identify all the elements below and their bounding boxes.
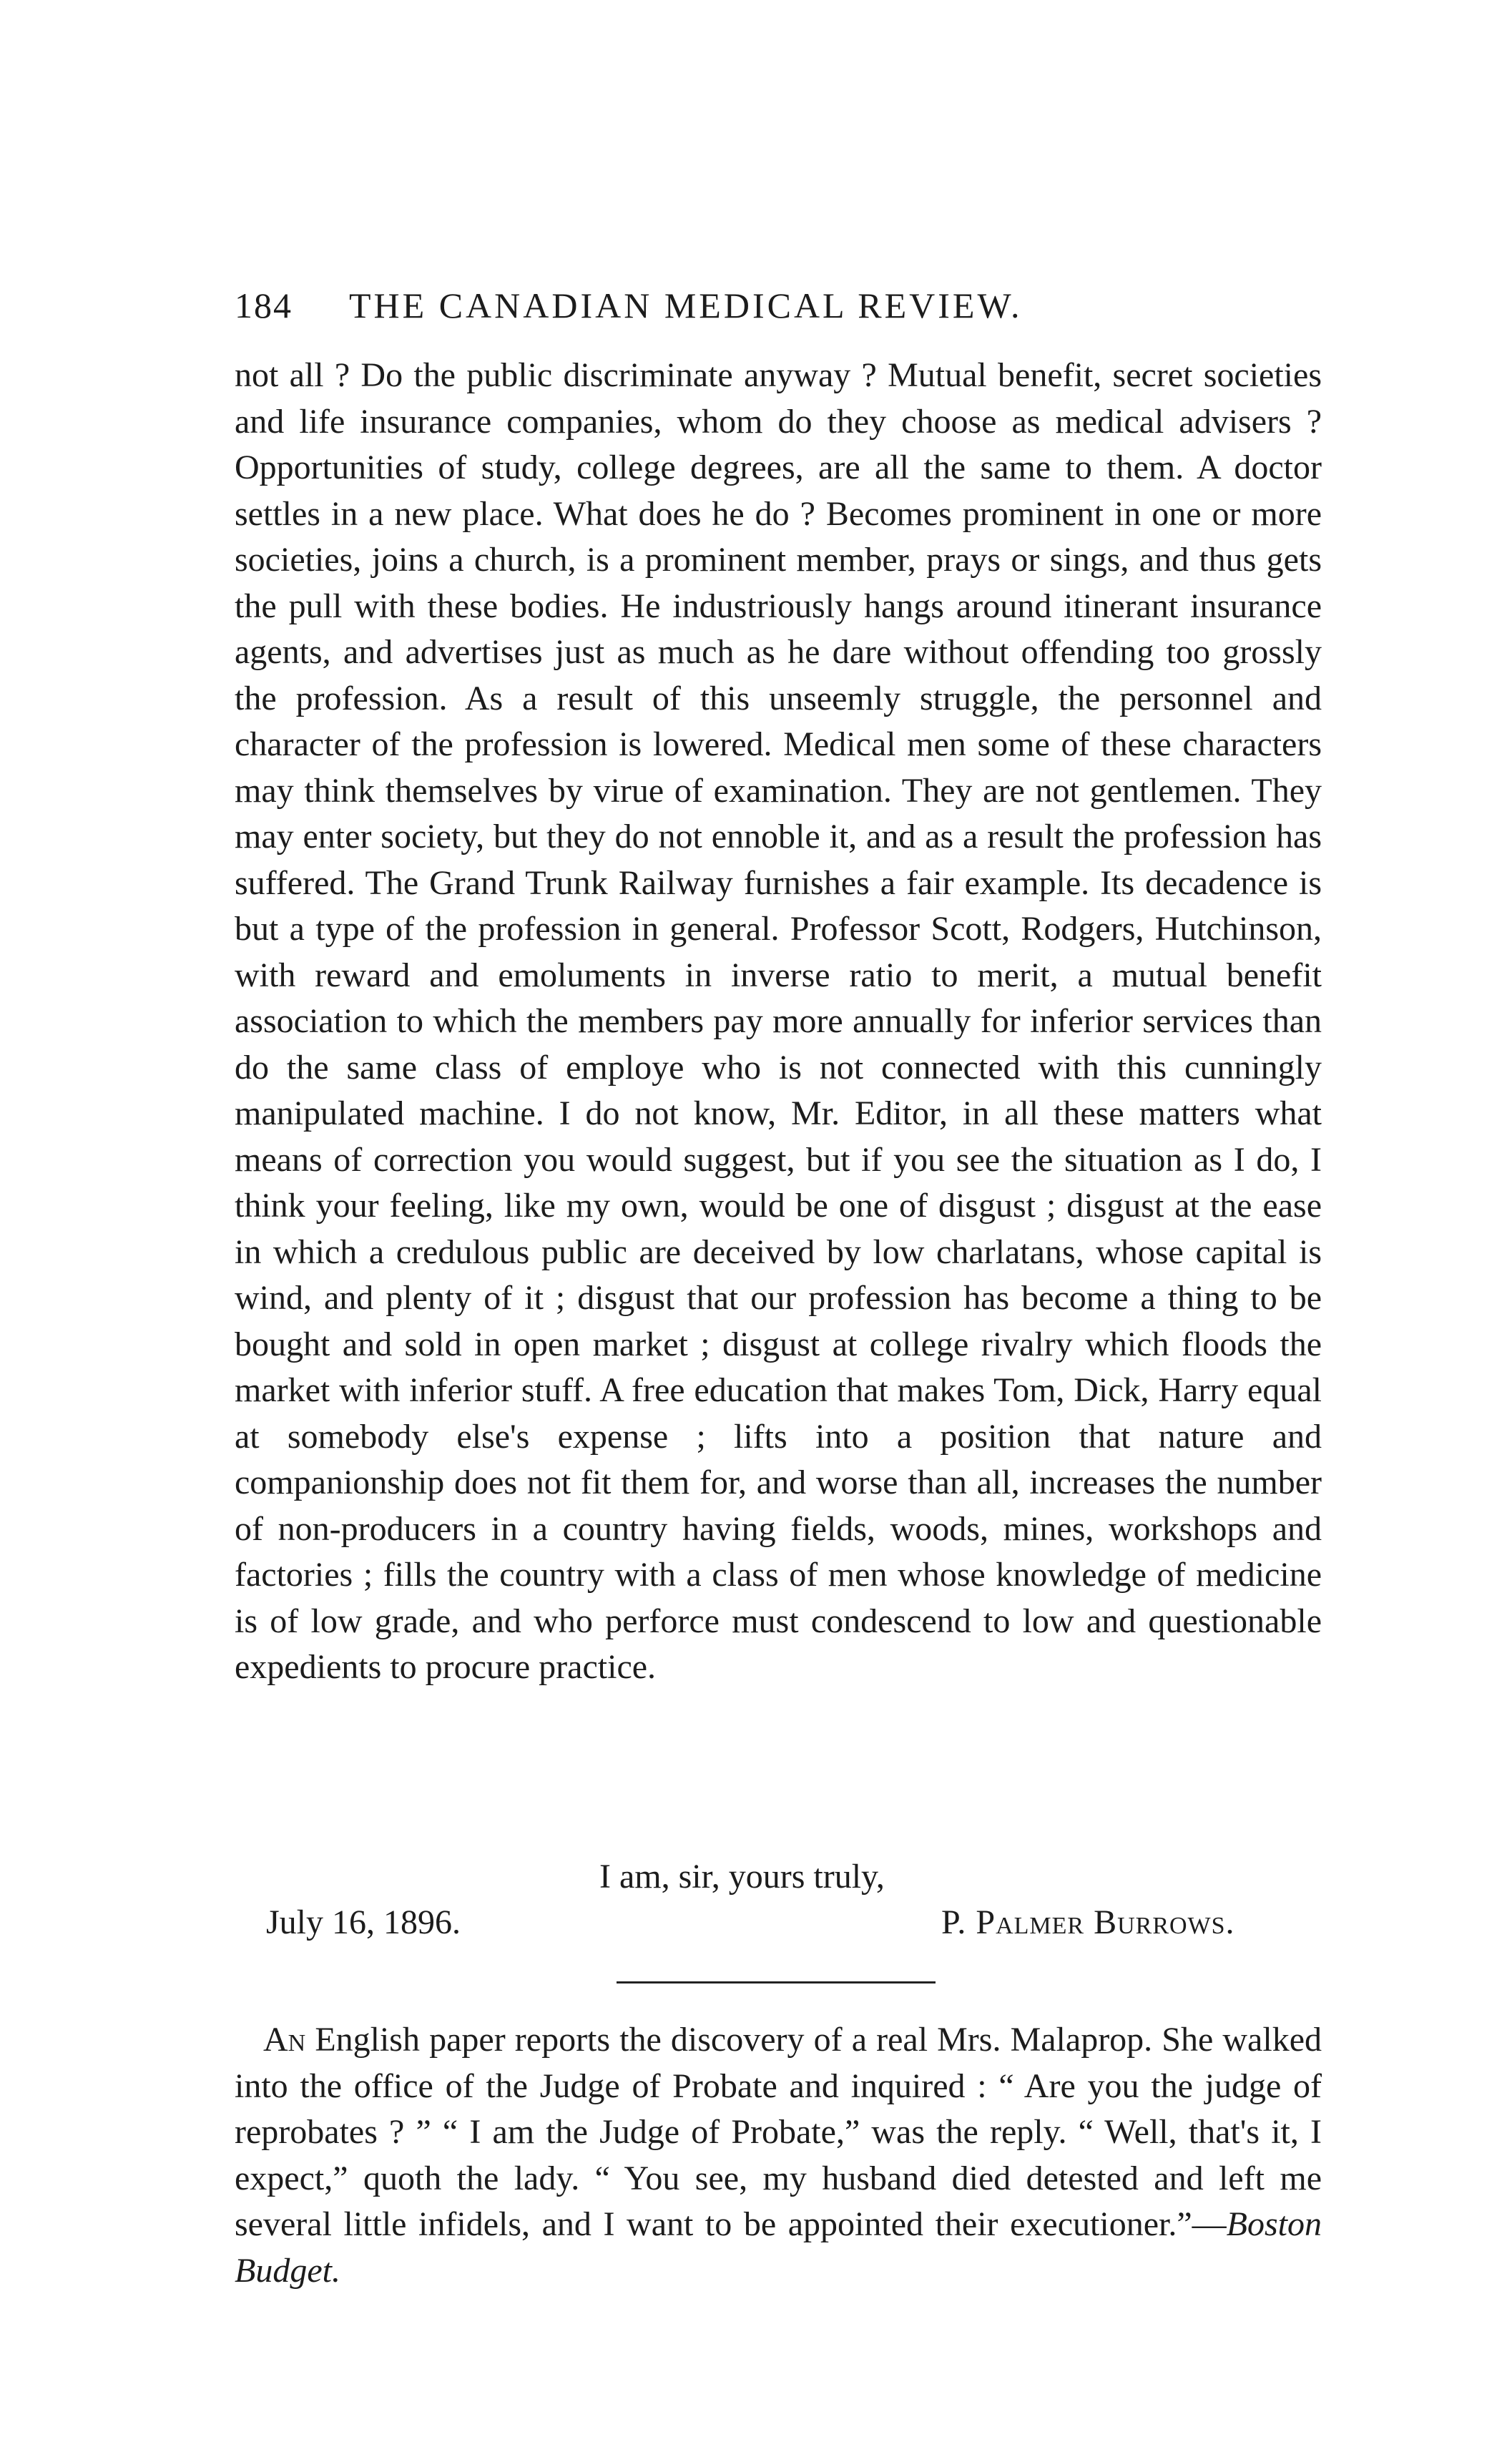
letter-closing: I am, sir, yours truly, bbox=[599, 1858, 885, 1896]
letter-body bbox=[235, 353, 1322, 1691]
running-title: THE CANADIAN MEDICAL REVIEW. bbox=[349, 285, 1023, 325]
section-divider bbox=[617, 1981, 936, 1983]
page-header bbox=[235, 280, 1307, 330]
letter-signature: P. Palmer Burrows. bbox=[941, 1903, 1235, 1941]
page-number: 184 bbox=[235, 285, 293, 325]
letter-date: July 16, 1896. bbox=[266, 1903, 461, 1941]
anecdote-body bbox=[235, 2017, 1322, 2294]
anecdote-paragraph bbox=[235, 2017, 1322, 2294]
anecdote-lead-word: An bbox=[263, 2021, 306, 2059]
anecdote-text: English paper reports the discovery of a real Mrs. Malaprop. She walked into the office of the Judge of Probate and inquired : “ Are you the judge of reprobates ? ” “ I am the Judge of Probate,” was the reply. “ Well, that's it, I expect,” quoth the lady. “ You see, my husband died detested and left me several little infidels, and I want to be appointed their executioner.”— bbox=[235, 2021, 1322, 2243]
anecdote-source: Boston Budget. bbox=[235, 2205, 1322, 2290]
letter-paragraph: not all ? Do the public discriminate anyway ? Mutual benefit, secret societies and life insurance companies, whom do they choose as medical advisers ? Opportunities of study, college degrees, are all the same to them. A doctor settles in a new place. What does he do ? Becomes prominent in one or more societies, joins a church, is a prominent member, prays or sings, and thus gets the pull with these bodies. He industriously hangs around itinerant insurance agents, and advertises just as much as he dare without offending too grossly the profession. As a result of this unseemly struggle, the personnel and character of the profession is lowered. Medical men some of these characters may think themselves by virue of examination. They are not gentlemen. They may enter society, but they do not ennoble it, and as a result the profession has suffered. The Grand Trunk Railway furnishes a fair example. Its decadence is but a type of the profession in general. Professor Scott, Rodgers, Hutchinson, with reward and emoluments in inverse ratio to merit, a mutual benefit association to which the members pay more annually for inferior services than do the same class of employe who is not connected with this cunningly manipulated machine. I do not know, Mr. Editor, in all these matters what means of correction you would suggest, but if you see the situation as I do, I think your feeling, like my own, would be one of disgust ; disgust at the ease in which a credulous public are deceived by low charlatans, whose capital is wind, and plenty of it ; disgust that our profession has become a thing to be bought and sold in open market ; disgust at college rivalry which floods the market with inferior stuff. A free education that makes Tom, Dick, Harry equal at somebody else's expense ; lifts into a position that nature and companionship does not fit them for, and worse than all, increases the number of non-producers in a country having fields, woods, mines, workshops and factories ; fills the country with a class of men whose knowledge of medicine is of low grade, and who perforce must condescend to low and questionable expedients to procure practice. bbox=[235, 356, 1322, 1686]
